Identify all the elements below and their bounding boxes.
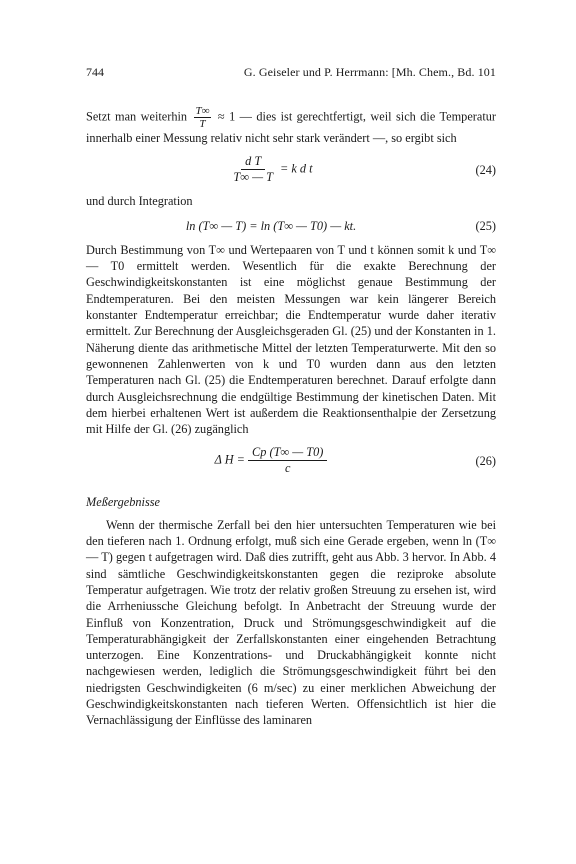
running-head-authors: G. Geiseler und P. Herrmann: xyxy=(243,65,389,79)
equation-24-rhs: = k d t xyxy=(280,161,313,176)
intro-text-after: ≈ 1 — dies ist gerechtfertigt, weil sich die Temperatur innerhalb einer Messung relativ nicht sehr stark verändert —, so ergibt sich xyxy=(86,109,496,145)
equation-24-denominator: T∞ — T xyxy=(233,170,273,185)
equation-24-number: (24) xyxy=(475,162,496,177)
equation-24 xyxy=(86,154,496,185)
equation-26-body xyxy=(86,445,456,476)
intro-fraction-numerator: T∞ xyxy=(195,105,210,117)
page-number: 744 xyxy=(86,65,104,79)
paragraph-2: Wenn der thermische Zerfall bei den hier untersuchten Temperaturen wie bei den tieferen nach 1. Ordnung erfolgt, muß sich eine Gerade ergeben, wenn ln (T∞ — T) gegen t aufgetragen wird. Daß dies zutrifft, geht aus Abb. 3 hervor. In Abb. 4 sind sämtliche Geschwindigkeitskonstanten gegen die reziproke absolute Temperatur aufgetragen. Wie trotz der relativ großen Streuung zu ersehen ist, wird die Arrheniussche Gleichung befolgt. In Anbetracht der Streuung wurde der Einfluß von Konzentration, Druck und Strömungsgeschwindigkeit auf die Temperaturabhängigkeit der Zerfallskonstanten einer eingehenden Betrachtung unterzogen. Eine Konzentrations- und Druckabhängigkeit konnte nicht nachgewiesen werden, lediglich die Strömungsgeschwindigkeit führt bei den niedrigsten Geschwindigkeiten (6 m/sec) zu einer merklichen Abweichung der Geschwindigkeitskonstanten nach tieferen Werten. Offensichtlich ist hier die Vernachlässigung der Einflüsse des laminaren xyxy=(86,517,496,728)
equation-25-body: ln (T∞ — T) = ln (T∞ — T0) — kt. xyxy=(185,218,357,233)
page xyxy=(86,64,496,729)
equation-24-body xyxy=(86,154,456,185)
intro-fraction xyxy=(194,105,212,130)
equation-25-number: (25) xyxy=(475,218,496,233)
paragraph-1: Durch Bestimmung von T∞ und Wertepaaren von T und t können somit k und T∞ — T0 ermittelt werden. Wesentlich für die exakte Berechnung der Geschwindigkeitskonstanten ist eine möglichst genaue Bestimmung der Endtemperaturen. Bei den meisten Messungen war kein längerer Bereich konstanter Endtemperatur erreichbar; die Endtemperatur wurde daher iterativ ermittelt. Zur Berechnung der Ausgleichsgeraden Gl. (25) und der Konstanten in 1. Näherung diente das arithmetische Mittel der letzten Temperaturwerte. Mit den so gewonnenen Zahlenwerten von k und T0 wurden dann aus den letzten Temperaturen nach Gl. (25) die Endtemperaturen berechnet. Darauf erfolgte dann durch Ausgleichsrechnung die endgültige Bestimmung der kinetischen Daten. Mit dem hierbei erhaltenen Wert ist außerdem die Reaktionsenthalpie der Zersetzung mit Hilfe der Gl. (26) zugänglich xyxy=(86,242,496,437)
integration-text: und durch Integration xyxy=(86,194,193,209)
intro-fraction-denominator: T xyxy=(199,118,206,130)
page-header xyxy=(86,64,496,82)
equation-25 xyxy=(86,218,496,234)
running-head xyxy=(244,64,496,82)
equation-24-fraction xyxy=(229,154,277,185)
section-title: Meßergebnisse xyxy=(86,495,160,510)
equation-24-numerator: d T xyxy=(241,154,265,170)
equation-26-number: (26) xyxy=(475,453,496,468)
equation-26-lhs: Δ H = xyxy=(214,452,245,467)
equation-26-numerator: Cp (T∞ — T0) xyxy=(248,445,327,461)
equation-26-fraction xyxy=(248,445,327,476)
running-head-journal: [Mh. Chem., Bd. 101 xyxy=(391,65,496,79)
intro-paragraph xyxy=(86,105,496,146)
equation-26 xyxy=(86,445,496,476)
intro-text-before: Setzt man weiterhin xyxy=(86,109,188,124)
equation-26-denominator: c xyxy=(284,461,291,476)
